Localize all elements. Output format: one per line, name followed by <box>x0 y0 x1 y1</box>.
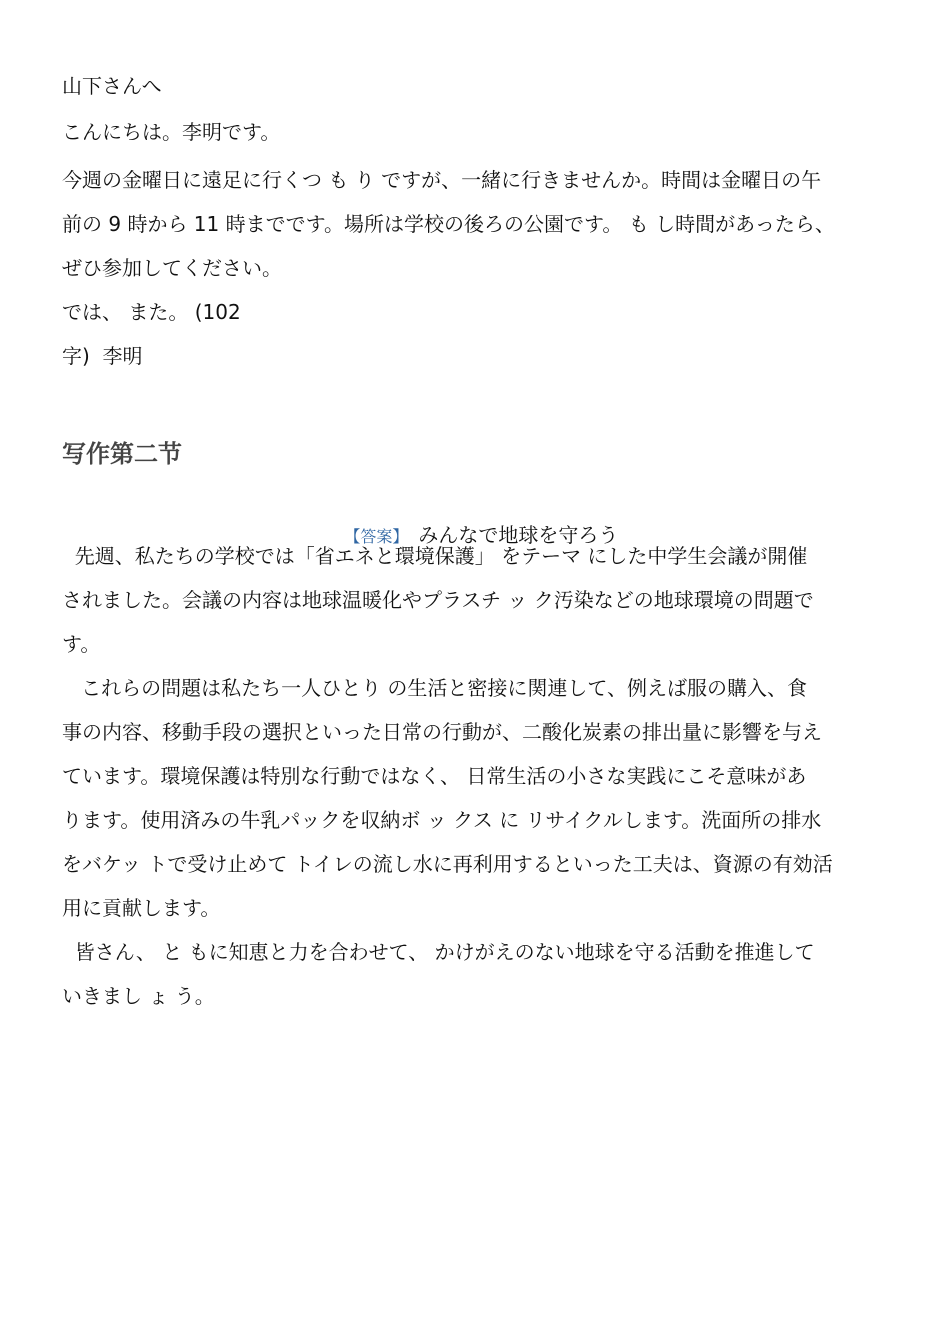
letter-signature: 字) 李明 <box>62 344 143 368</box>
essay-line: これらの問題は私たち一人ひとり の生活と密接に関連して、例えば服の購入、食 <box>62 676 808 700</box>
letter-closing: では、 また。 (102 <box>62 300 241 324</box>
letter-body-line: 今週の金曜日に遠足に行くつ も り ですが、一緒に行きませんか。時間は金曜日の午 <box>62 168 822 192</box>
essay-line: 皆さん、 と もに知恵と力を合わせて、 かけがえのない地球を守る活動を推進して <box>62 940 815 964</box>
letter-body-line: ぜひ参加してください。 <box>62 256 282 280</box>
answer-tag: 【答案】 <box>344 527 409 546</box>
essay-line: 先週、私たちの学校では「省エネと環境保護」 をテーマ にした中学生会議が開催 <box>62 544 808 568</box>
letter-body-line: 前の 9 時から 11 時までです。場所は学校の後ろの公園です。 も し時間があったら、 <box>62 212 835 236</box>
essay-line: をバケッ トで受け止めて トイレの流し水に再利用するといった工夫は、資源の有効活 <box>62 852 833 876</box>
essay-line: ります。使用済みの牛乳パックを収納ボ ッ クス に リサイクルします。洗面所の排水 <box>62 808 822 832</box>
letter-salutation: 山下さんへ <box>62 74 162 98</box>
section-title: 写作第二节 <box>62 439 182 468</box>
essay-line: す。 <box>62 632 101 656</box>
essay-line: いきまし ょ う。 <box>62 984 215 1008</box>
essay-line: 事の内容、移動手段の選択といった日常の行動が、二酸化炭素の排出量に影響を与え <box>62 720 822 744</box>
letter-greeting: こんにちは。李明です。 <box>62 120 281 144</box>
essay-line: 用に貢献します。 <box>62 896 221 920</box>
essay-line: されました。会議の内容は地球温暖化やプラスチ ッ ク汚染などの地球環境の問題で <box>62 588 814 612</box>
essay-title: みんなで地球を守ろう <box>418 523 619 547</box>
essay-line: ています。環境保護は特別な行動ではなく、 日常生活の小さな実践にこそ意味があ <box>62 764 807 788</box>
